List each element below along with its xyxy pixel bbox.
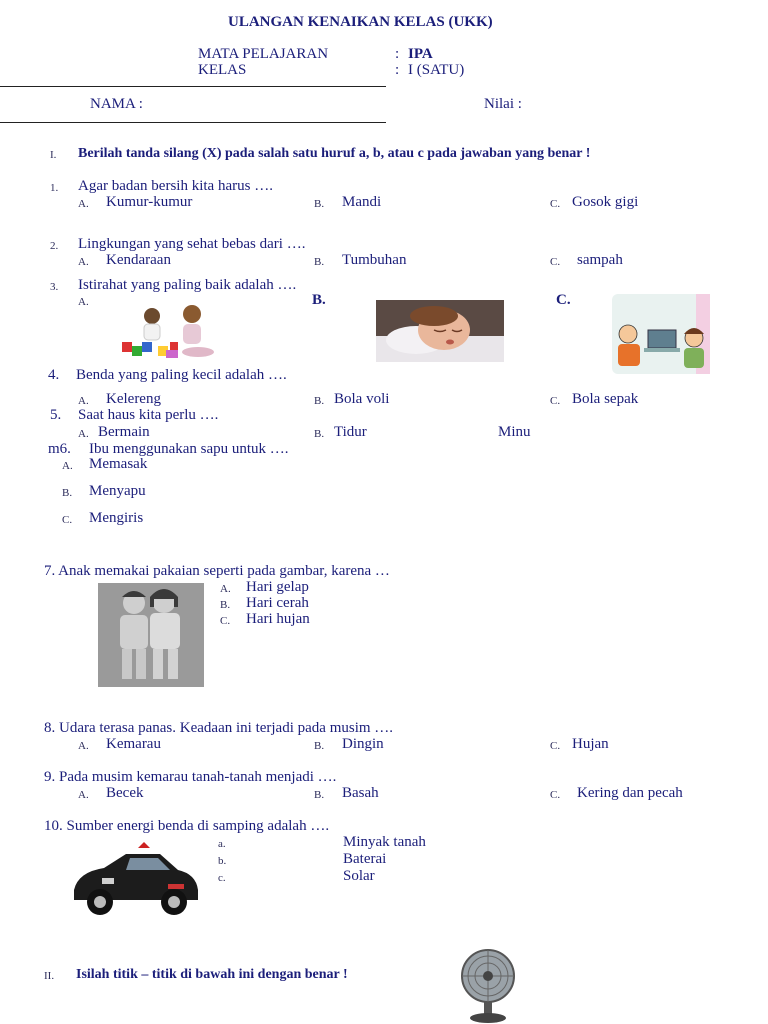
q7-a-text: Hari gelap <box>246 579 309 595</box>
q4-b-label: B. <box>314 395 325 407</box>
q1-c-label: C. <box>550 198 561 210</box>
q4-text: Benda yang paling kecil adalah …. <box>76 367 287 383</box>
class-value: I (SATU) <box>408 62 465 78</box>
sleeping-child-image <box>376 300 504 362</box>
subject-label: MATA PELAJARAN <box>198 46 329 62</box>
q10-a-label: a. <box>218 838 226 850</box>
q1-b-label: B. <box>314 198 325 210</box>
q8-c-text: Hujan <box>572 736 609 752</box>
q10-c-text: Solar <box>343 868 375 884</box>
q1-a-label: A. <box>78 198 89 210</box>
subject-value: IPA <box>408 46 433 62</box>
section2-instruction: Isilah titik – titik di bawah ini dengan benar ! <box>76 967 348 982</box>
section1-instruction: Berilah tanda silang (X) pada salah satu huruf a, b, atau c pada jawaban yang benar ! <box>78 146 591 161</box>
kids-playing-image <box>118 302 222 360</box>
q7-b-label: B. <box>220 599 231 611</box>
q4-c-text: Bola sepak <box>572 391 639 407</box>
q8-b-text: Dingin <box>342 736 384 752</box>
name-label: NAMA : <box>90 96 143 112</box>
q9-b-text: Basah <box>342 785 379 801</box>
q6-text: Ibu menggunakan sapu untuk …. <box>89 441 289 457</box>
q2-a-text: Kendaraan <box>106 252 171 268</box>
toy-car-image <box>68 838 204 924</box>
q6-a-label: A. <box>62 460 73 472</box>
q8-text: 8. Udara terasa panas. Keadaan ini terjadi pada musim …. <box>44 720 394 736</box>
q1-text: Agar badan bersih kita harus …. <box>78 178 273 194</box>
q5-b-text: Tidur <box>334 424 367 440</box>
q6-b-text: Menyapu <box>89 483 146 499</box>
q10-c-label: c. <box>218 872 226 884</box>
header-divider-bottom <box>0 122 386 123</box>
class-colon: : <box>395 62 400 78</box>
q2-b-text: Tumbuhan <box>342 252 407 268</box>
q6-a-text: Memasak <box>89 456 148 472</box>
score-label: Nilai : <box>484 96 522 112</box>
q5-a-text: Bermain <box>98 424 150 440</box>
q9-c-label: C. <box>550 789 561 801</box>
q8-c-label: C. <box>550 740 561 752</box>
q9-a-text: Becek <box>106 785 144 801</box>
q10-b-label: b. <box>218 855 227 867</box>
q8-b-label: B. <box>314 740 325 752</box>
q10-text: 10. Sumber energi benda di samping adalah …. <box>44 818 330 834</box>
q5-b-label: B. <box>314 428 325 440</box>
section1-numeral: I. <box>50 149 57 161</box>
q4-c-label: C. <box>550 395 561 407</box>
q8-a-text: Kemarau <box>106 736 161 752</box>
q6-b-label: B. <box>62 487 73 499</box>
q2-number: 2. <box>50 240 59 252</box>
subject-colon: : <box>395 46 400 62</box>
q8-a-label: A. <box>78 740 89 752</box>
q7-b-text: Hari cerah <box>246 595 309 611</box>
header-divider-top <box>0 86 386 87</box>
q5-text: Saat haus kita perlu …. <box>78 407 219 423</box>
q4-a-text: Kelereng <box>106 391 161 407</box>
section2-numeral: II. <box>44 970 55 982</box>
q7-a-label: A. <box>220 583 231 595</box>
q3-number: 3. <box>50 281 59 293</box>
q9-c-text: Kering dan pecah <box>577 785 683 801</box>
q5-number: 5. <box>50 407 62 423</box>
q2-a-label: A. <box>78 256 89 268</box>
q9-a-label: A. <box>78 789 89 801</box>
q6-c-text: Mengiris <box>89 510 144 526</box>
class-label: KELAS <box>198 62 247 78</box>
q7-c-label: C. <box>220 615 231 627</box>
q2-c-label: C. <box>550 256 561 268</box>
q4-a-label: A. <box>78 395 89 407</box>
q5-c-text: Minu <box>498 424 531 440</box>
exam-title: ULANGAN KENAIKAN KELAS (UKK) <box>228 14 493 30</box>
q2-text: Lingkungan yang sehat bebas dari …. <box>78 236 306 252</box>
children-clothes-image <box>98 583 204 687</box>
q9-text: 9. Pada musim kemarau tanah-tanah menjadi …. <box>44 769 337 785</box>
q1-number: 1. <box>50 182 59 194</box>
q5-a-label: A. <box>78 428 89 440</box>
q2-c-text: sampah <box>577 252 623 268</box>
q1-c-text: Gosok gigi <box>572 194 639 210</box>
q4-b-text: Bola voli <box>334 391 390 407</box>
q4-number: 4. <box>48 367 60 383</box>
q6-c-label: C. <box>62 514 73 526</box>
q10-a-text: Minyak tanah <box>343 834 426 850</box>
q1-a-text: Kumur-kumur <box>106 194 193 210</box>
q3-a-label: A. <box>78 296 89 308</box>
q10-b-text: Baterai <box>343 851 387 867</box>
q3-text: Istirahat yang paling baik adalah …. <box>78 277 297 293</box>
q1-b-text: Mandi <box>342 194 382 210</box>
electric-fan-image <box>456 946 520 1024</box>
q6-number: m6. <box>48 441 71 457</box>
q7-text: 7. Anak memakai pakaian seperti pada gambar, karena … <box>44 563 390 579</box>
kids-laptop-image <box>612 294 710 374</box>
q3-c-label: C. <box>556 292 571 308</box>
q2-b-label: B. <box>314 256 325 268</box>
q9-b-label: B. <box>314 789 325 801</box>
q3-b-label: B. <box>312 292 326 308</box>
q7-c-text: Hari hujan <box>246 611 310 627</box>
